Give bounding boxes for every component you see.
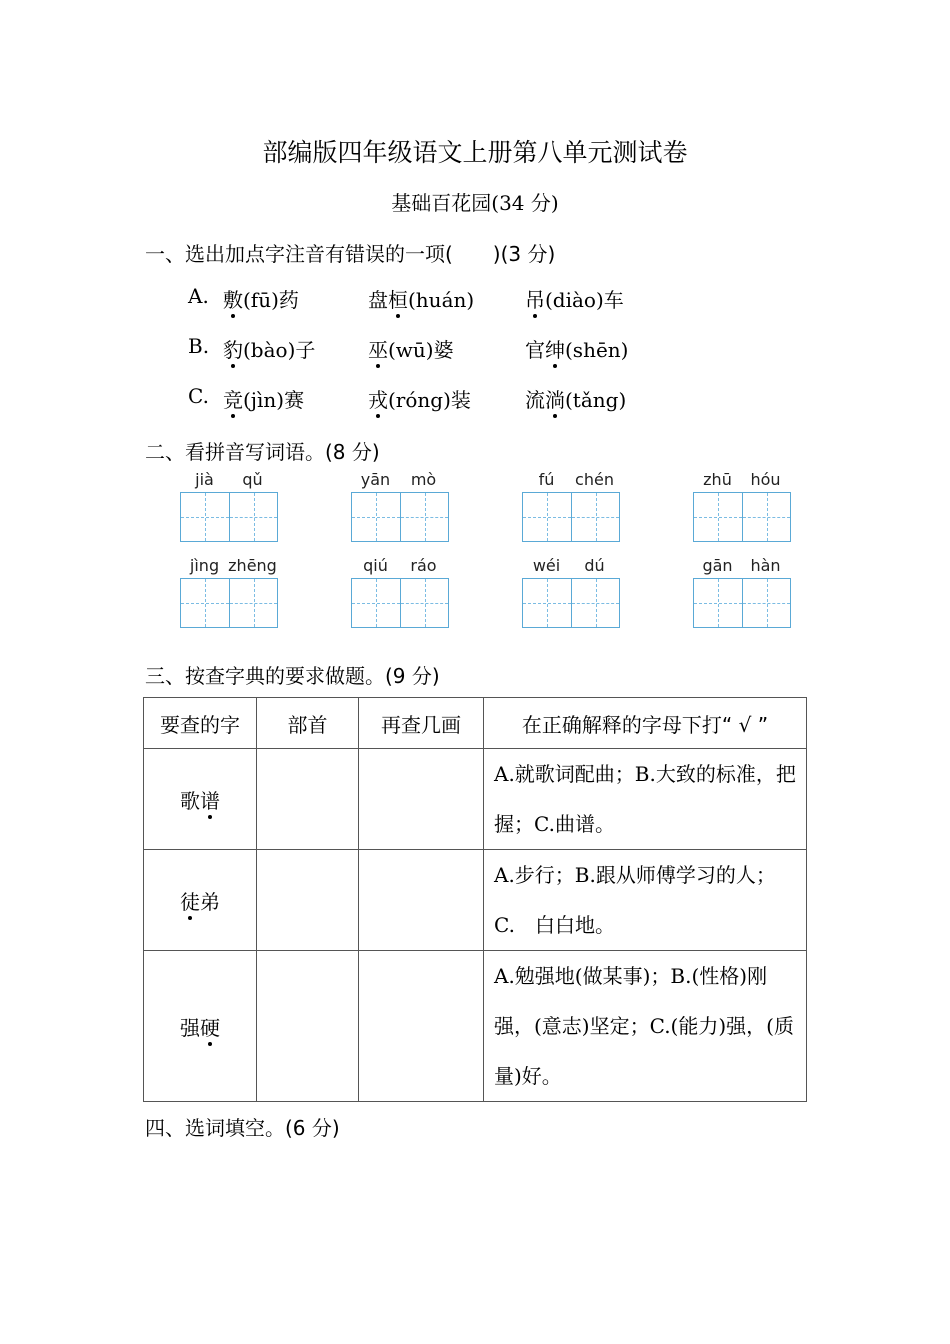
pinyin-label: qiú [363, 556, 388, 575]
strokes-answer-cell [359, 850, 484, 951]
option-pinyin: (shēn) [565, 338, 629, 362]
pinyin-label: yān [360, 470, 391, 489]
strokes-answer-cell [359, 749, 484, 850]
option-char: 流 [525, 388, 545, 412]
pinyin-label: hàn [750, 556, 781, 575]
option-char: 官 [525, 338, 545, 362]
dotted-char: 徒 [180, 886, 200, 915]
option-item [223, 334, 315, 363]
pinyin-label: zhū [703, 470, 732, 489]
word-char: 歌 [180, 788, 200, 813]
section-title: 基础百花园(34 分) [391, 191, 559, 215]
tian-grid-cell [571, 493, 619, 541]
tian-grid-cell [400, 579, 448, 627]
dotted-char: 敷 [223, 284, 243, 313]
tian-grid-cell [181, 493, 229, 541]
option-label: C. [188, 384, 209, 408]
dotted-char: 巫 [368, 334, 388, 363]
word-cell [144, 749, 257, 850]
radical-answer-cell [257, 951, 359, 1102]
option-item [525, 284, 624, 313]
word-char: 强 [180, 1015, 200, 1040]
pinyin-label: dú [584, 556, 605, 575]
writing-box [522, 492, 620, 542]
pinyin-label: hóu [750, 470, 781, 489]
tian-grid-cell [229, 493, 277, 541]
word-char: 弟 [200, 889, 220, 914]
writing-box [693, 492, 791, 542]
option-item [223, 284, 299, 313]
tian-grid-cell [352, 493, 400, 541]
question-2-heading: 二、看拼音写词语。(8 分) [145, 440, 380, 464]
option-item [223, 384, 304, 413]
tian-grid-cell [742, 493, 790, 541]
pinyin-label: mò [410, 470, 437, 489]
table-row [144, 951, 807, 1102]
dotted-char: 硬 [200, 1012, 220, 1041]
pinyin-label: wéi [532, 556, 561, 575]
table-header-row [144, 698, 807, 749]
option-pinyin: (bào)子 [243, 338, 316, 362]
definition-cell: A.就歌词配曲；B.大致的标准，把握；C.曲谱。 [484, 749, 807, 850]
definition-cell: A.勉强地(做某事)；B.(性格)刚强，(意志)坚定；C.(能力)强，(质量)好。 [484, 951, 807, 1102]
writing-box [522, 578, 620, 628]
option-char: 盘 [368, 288, 388, 312]
question-1-heading: 一、选出加点字注音有错误的一项( )(3 分) [145, 242, 556, 266]
option-pinyin: (jìn)赛 [243, 388, 305, 412]
dotted-char: 绅 [545, 334, 565, 363]
tian-grid-cell [229, 579, 277, 627]
tian-grid-cell [400, 493, 448, 541]
option-pinyin: (huán) [408, 288, 475, 312]
writing-box [693, 578, 791, 628]
tian-grid-cell [742, 579, 790, 627]
pinyin-label: chén [575, 470, 614, 489]
pinyin-label: fú [538, 470, 555, 489]
word-cell [144, 951, 257, 1102]
strokes-answer-cell [359, 951, 484, 1102]
dotted-char: 戎 [368, 384, 388, 413]
question-4-heading: 四、选词填空。(6 分) [145, 1116, 340, 1140]
option-pinyin: (róng)装 [388, 388, 471, 412]
option-label: A. [188, 284, 209, 308]
pinyin-label: ráo [410, 556, 437, 575]
dotted-char: 吊 [525, 284, 545, 313]
question-3-heading: 三、按查字典的要求做题。(9 分) [145, 664, 440, 688]
writing-box [351, 492, 449, 542]
tian-grid-cell [523, 579, 571, 627]
column-header: 要查的字 [144, 698, 257, 749]
writing-box [180, 578, 278, 628]
tian-grid-cell [523, 493, 571, 541]
option-pinyin: (tǎng) [565, 388, 627, 412]
tian-grid-cell [694, 493, 742, 541]
pinyin-label: jìng [189, 556, 220, 575]
option-label: B. [188, 334, 210, 358]
dotted-char: 竞 [223, 384, 243, 413]
pinyin-label: qǔ [242, 470, 263, 489]
writing-box [351, 578, 449, 628]
dotted-char: 淌 [545, 384, 565, 413]
option-pinyin: (wū)婆 [388, 338, 454, 362]
tian-grid-cell [181, 579, 229, 627]
definition-cell: A.步行；B.跟从师傅学习的人；C. 白白地。 [484, 850, 807, 951]
pinyin-label: gān [702, 556, 733, 575]
option-item [368, 384, 471, 413]
option-pinyin: (diào)车 [545, 288, 624, 312]
page-title: 部编版四年级语文上册第八单元测试卷 [262, 138, 688, 167]
column-header: 在正确解释的字母下打“ √ ” [484, 698, 807, 749]
option-item [525, 334, 628, 363]
dotted-char: 豹 [223, 334, 243, 363]
table-row [144, 850, 807, 951]
option-item [368, 334, 454, 363]
option-item [525, 384, 626, 413]
option-pinyin: (fū)药 [243, 288, 299, 312]
column-header: 再查几画 [359, 698, 484, 749]
pinyin-label: zhēng [228, 556, 277, 575]
tian-grid-cell [352, 579, 400, 627]
tian-grid-cell [694, 579, 742, 627]
option-item [368, 284, 474, 313]
dotted-char: 桓 [388, 284, 408, 313]
dotted-char: 谱 [200, 785, 220, 814]
column-header: 部首 [257, 698, 359, 749]
radical-answer-cell [257, 850, 359, 951]
pinyin-label: jià [195, 470, 214, 489]
radical-answer-cell [257, 749, 359, 850]
writing-box [180, 492, 278, 542]
tian-grid-cell [571, 579, 619, 627]
dictionary-table [143, 697, 807, 1102]
word-cell [144, 850, 257, 951]
table-row [144, 749, 807, 850]
